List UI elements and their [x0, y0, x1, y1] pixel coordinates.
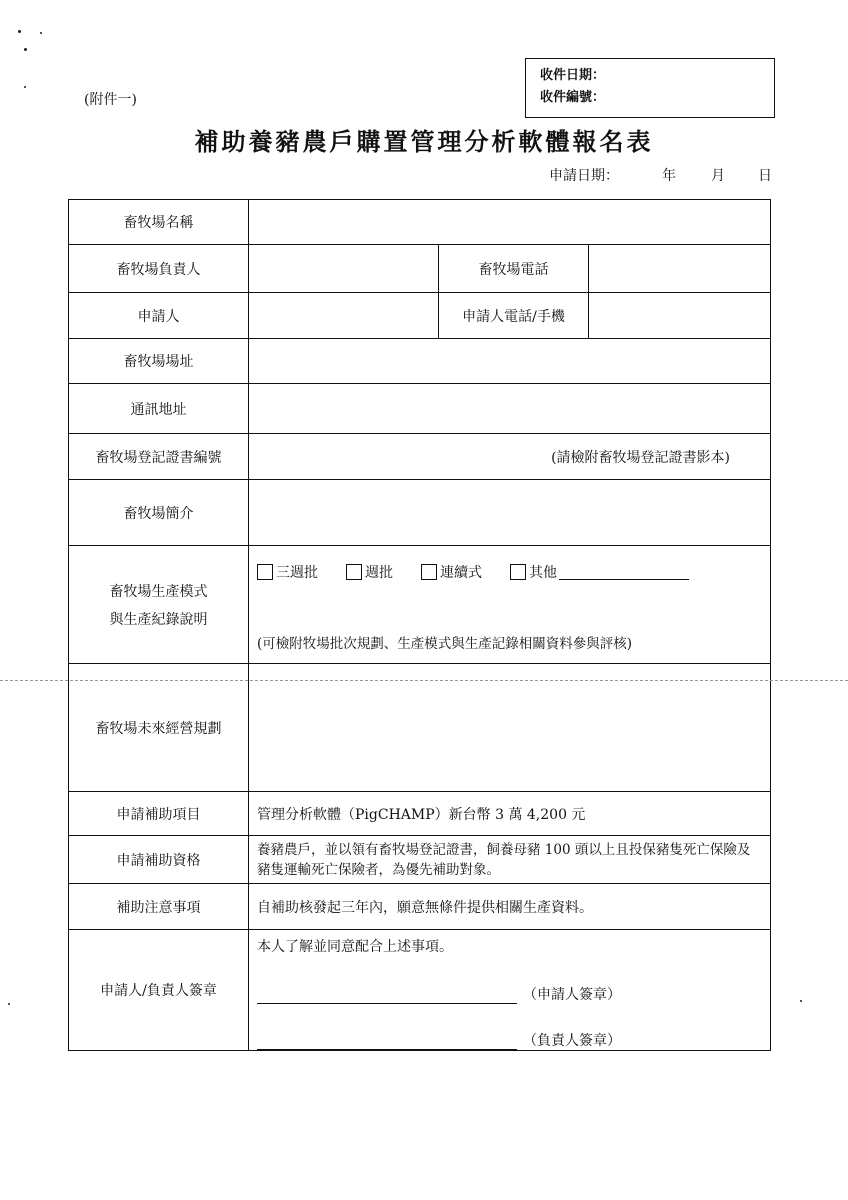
applicant-phone-label: 申請人電話/手機 — [439, 293, 589, 339]
scan-speck — [18, 30, 21, 33]
form-row-notice — [69, 884, 771, 930]
future-plan-field[interactable] — [249, 664, 771, 792]
cert-number-label: 畜牧場登記證書編號 — [69, 434, 249, 480]
scan-fold-line — [0, 680, 848, 681]
cert-note: (請檢附畜牧場登記證書影本) — [551, 449, 730, 466]
farm-address-field[interactable] — [249, 339, 771, 384]
checkbox-three-week-batch[interactable] — [257, 564, 273, 580]
mail-address-label: 通訊地址 — [69, 384, 249, 434]
option-three-week-batch[interactable] — [257, 562, 318, 582]
checkbox-other[interactable] — [510, 564, 526, 580]
future-plan-label: 畜牧場未來經營規劃 — [69, 664, 249, 792]
production-label-line2: 與生產紀錄說明 — [109, 611, 208, 628]
option-other-label: 其他 — [529, 565, 557, 581]
farm-address-label: 畜牧場場址 — [69, 339, 249, 384]
form-row-farm-name — [69, 200, 771, 245]
farm-owner-label: 畜牧場負責人 — [69, 245, 249, 293]
subsidy-item-label: 申請補助項目 — [69, 792, 249, 836]
scan-speck — [40, 32, 42, 34]
form-row-production — [69, 546, 771, 664]
checkbox-continuous[interactable] — [421, 564, 437, 580]
farm-intro-label: 畜牧場簡介 — [69, 480, 249, 546]
notice-label: 補助注意事項 — [69, 884, 249, 930]
subsidy-item-value: 管理分析軟體（PigCHAMP）新台幣 3 萬 4,200 元 — [249, 792, 771, 836]
application-date-label: 申請日期： — [549, 168, 619, 184]
cert-number-field[interactable] — [249, 434, 771, 480]
form-row-cert-number — [69, 434, 771, 480]
applicant-label: 申請人 — [69, 293, 249, 339]
farm-phone-label: 畜牧場電話 — [439, 245, 589, 293]
applicant-phone-field[interactable] — [589, 293, 771, 339]
eligibility-value: 養豬農戶，並以領有畜牧場登記證書，飼養母豬 100 頭以上且投保豬隻死亡保險及豬隻運輸死亡保險者，為優先補助對象。 — [249, 836, 771, 884]
form-row-subsidy-item — [69, 792, 771, 836]
receipt-number-label: 收件編號： — [540, 90, 606, 105]
form-row-mail-address — [69, 384, 771, 434]
application-form — [68, 199, 771, 1051]
notice-value: 自補助核發起三年內，願意無條件提供相關生產資料。 — [249, 884, 771, 930]
scan-speck — [8, 1003, 10, 1005]
farm-name-field[interactable] — [249, 200, 771, 245]
farm-owner-field[interactable] — [249, 245, 439, 293]
signature-agree-text: 本人了解並同意配合上述事項。 — [257, 939, 453, 955]
option-continuous-label: 連續式 — [440, 565, 482, 581]
farm-name-label: 畜牧場名稱 — [69, 200, 249, 245]
other-input-line[interactable] — [559, 565, 689, 580]
production-note: (可檢附牧場批次規劃、生產模式與生產記錄相關資料參與評核) — [257, 636, 633, 652]
form-row-farm-intro — [69, 480, 771, 546]
owner-sign-label: （負責人簽章） — [523, 1033, 621, 1049]
production-label-line1: 畜牧場生產模式 — [109, 583, 208, 600]
eligibility-label: 申請補助資格 — [69, 836, 249, 884]
scan-speck — [800, 1000, 802, 1002]
signature-field — [249, 930, 771, 1051]
form-row-future-plan — [69, 664, 771, 792]
form-row-applicant — [69, 293, 771, 339]
form-row-farm-owner — [69, 245, 771, 293]
option-three-week-batch-label: 三週批 — [276, 565, 318, 581]
page-title: 補助養豬農戶購置管理分析軟體報名表 — [194, 127, 654, 156]
receipt-box — [525, 58, 775, 118]
applicant-sign-label: （申請人簽章） — [523, 987, 621, 1003]
scan-speck — [24, 86, 26, 88]
option-weekly-batch-label: 週批 — [365, 565, 393, 581]
production-options — [257, 562, 762, 582]
farm-intro-field[interactable] — [249, 480, 771, 546]
checkbox-weekly-batch[interactable] — [346, 564, 362, 580]
form-table — [68, 199, 771, 1051]
applicant-field[interactable] — [249, 293, 439, 339]
option-weekly-batch[interactable] — [346, 562, 393, 582]
applicant-sign-line[interactable] — [257, 1003, 517, 1004]
attachment-label: (附件一) — [84, 92, 137, 108]
form-row-eligibility — [69, 836, 771, 884]
production-label — [69, 546, 249, 664]
mail-address-field[interactable] — [249, 384, 771, 434]
production-field — [249, 546, 771, 664]
form-row-farm-address — [69, 339, 771, 384]
owner-sign-row — [257, 1030, 762, 1050]
application-date-year: 年 — [662, 168, 676, 184]
owner-sign-line[interactable] — [257, 1049, 517, 1050]
form-row-signature — [69, 930, 771, 1051]
scan-speck — [24, 48, 27, 51]
application-date-month: 月 — [711, 168, 725, 184]
farm-phone-field[interactable] — [589, 245, 771, 293]
signature-label: 申請人/負責人簽章 — [69, 930, 249, 1051]
receipt-date-label: 收件日期： — [540, 68, 606, 83]
option-continuous[interactable] — [421, 562, 482, 582]
application-date-day: 日 — [758, 168, 772, 184]
option-other[interactable] — [510, 562, 689, 582]
applicant-sign-row — [257, 984, 762, 1004]
